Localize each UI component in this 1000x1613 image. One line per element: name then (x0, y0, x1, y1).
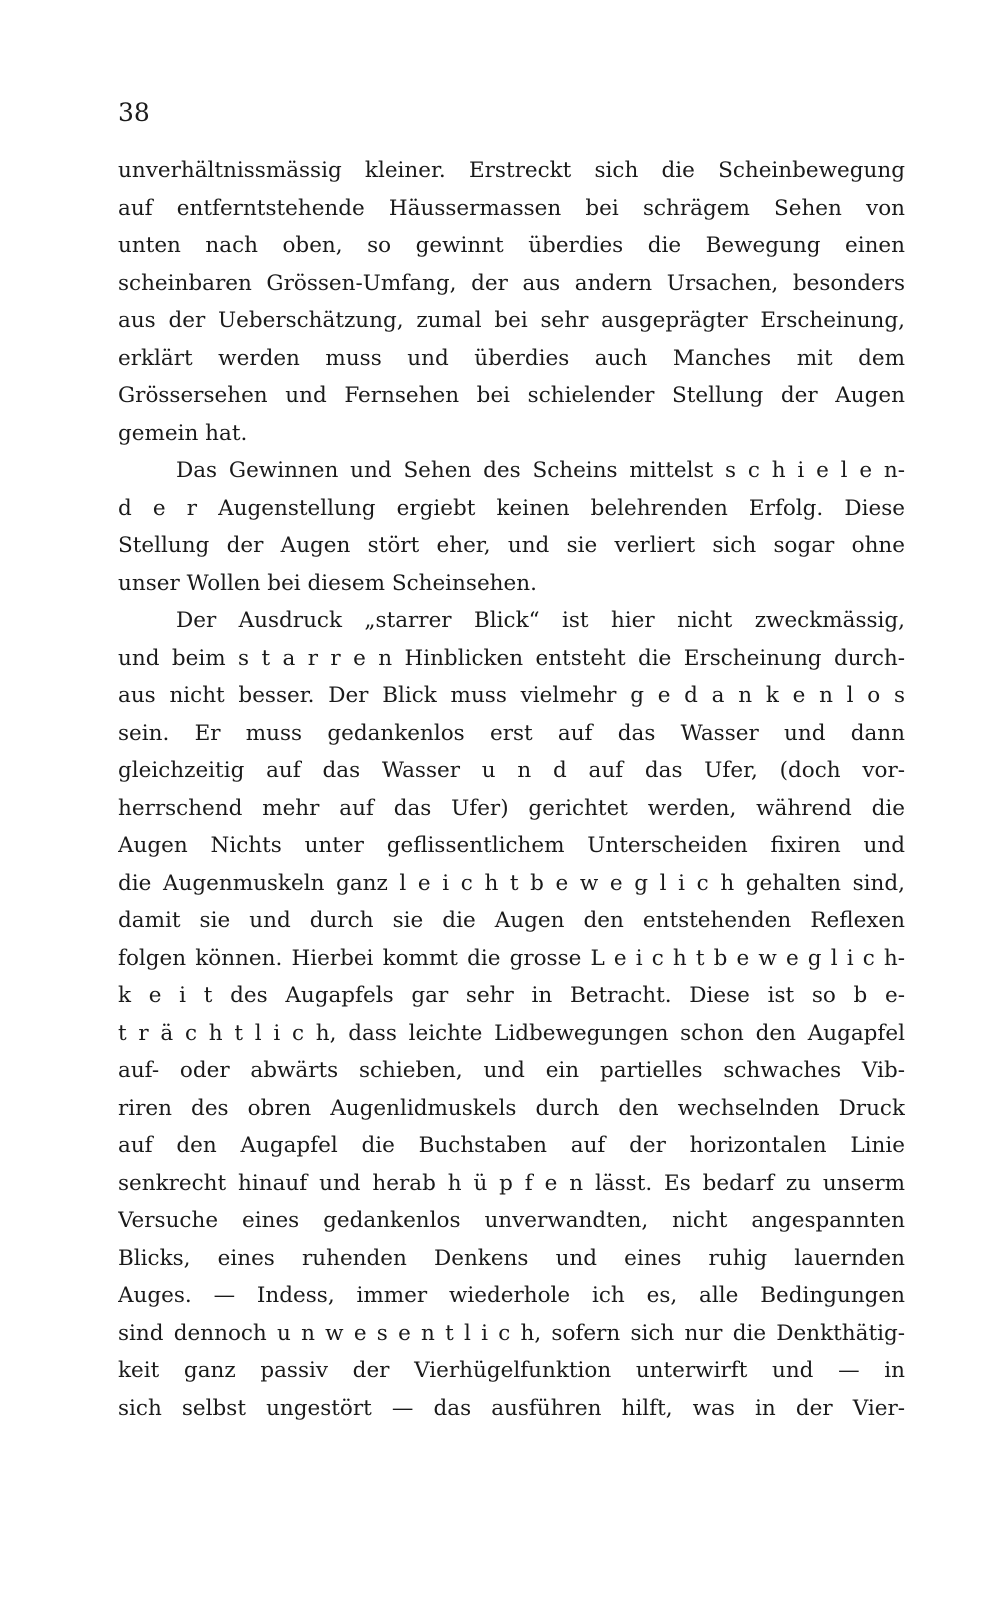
text-line: sind dennoch u n w e s e n t l i c h, sofern sich nur die Denkthätig- (118, 1320, 905, 1346)
text-line: aus nicht besser. Der Blick muss vielmehr g e d a n k e n l o s (118, 683, 905, 708)
text-line: erklärt werden muss und überdies auch Manches mit dem (118, 345, 905, 371)
text-line: keit ganz passiv der Vierhügelfunktion unterwirft und — in (118, 1358, 905, 1383)
text-line: k e i t des Augapfels gar sehr in Betracht. Diese ist so b e- (118, 983, 905, 1008)
text-line: sein. Er muss gedankenlos erst auf das Wasser und dann (118, 720, 905, 746)
text-line: Der Ausdruck „starrer Blick“ ist hier nicht zweckmässig, (176, 608, 905, 633)
text-line: scheinbaren Grössen-Umfang, der aus andern Ursachen, besonders (118, 270, 905, 296)
text-line: sich selbst ungestört — das ausführen hilft, was in der Vier- (118, 1395, 905, 1421)
text-line: Auges. — Indess, immer wiederhole ich es, alle Bedingungen (118, 1283, 905, 1308)
text-line: d e r Augenstellung ergiebt keinen belehrenden Erfolg. Diese (118, 495, 905, 521)
text-line: Grössersehen und Fernsehen bei schielender Stellung der Augen (118, 383, 905, 408)
text-line: Stellung der Augen stört eher, und sie verliert sich sogar ohne (118, 533, 905, 558)
text-line: Versuche eines gedankenlos unverwandten, nicht angespannten (118, 1208, 905, 1233)
text-line: die Augenmuskeln ganz l e i c h t b e w e g l i c h gehalten sind, (118, 870, 905, 896)
body-text (118, 152, 905, 1427)
text-line: gemein hat. (118, 420, 248, 446)
text-line: auf entferntstehende Häussermassen bei schrägem Sehen von (118, 195, 905, 221)
page-number: 38 (118, 98, 150, 127)
text-line: herrschend mehr auf das Ufer) gerichtet werden, während die (118, 795, 905, 821)
text-line: senkrecht hinauf und herab h ü p f e n lässt. Es bedarf zu unserm (118, 1170, 905, 1196)
text-line: und beim s t a r r e n Hinblicken entsteht die Erscheinung durch- (118, 645, 905, 671)
text-line: Blicks, eines ruhenden Denkens und eines ruhig lauernden (118, 1245, 905, 1271)
text-line: Das Gewinnen und Sehen des Scheins mittelst s c h i e l e n- (176, 458, 905, 483)
text-line: unverhältnissmässig kleiner. Erstreckt sich die Scheinbewegung (118, 158, 905, 183)
text-line: Augen Nichts unter geflissentlichem Unterscheiden fixiren und (118, 833, 905, 858)
text-line: damit sie und durch sie die Augen den entstehenden Reflexen (118, 908, 905, 933)
text-line: aus der Ueberschätzung, zumal bei sehr ausgeprägter Erscheinung, (118, 308, 905, 333)
text-line: auf den Augapfel die Buchstaben auf der horizontalen Linie (118, 1133, 905, 1158)
text-line: unser Wollen bei diesem Scheinsehen. (118, 570, 537, 596)
text-line: t r ä c h t l i c h, dass leichte Lidbewegungen schon den Augapfel (118, 1020, 905, 1046)
text-line: auf- oder abwärts schieben, und ein partielles schwaches Vib- (118, 1058, 905, 1083)
text-line: riren des obren Augenlidmuskels durch den wechselnden Druck (118, 1095, 905, 1121)
text-line: gleichzeitig auf das Wasser u n d auf das Ufer, (doch vor- (118, 758, 905, 783)
text-line: unten nach oben, so gewinnt überdies die Bewegung einen (118, 233, 905, 258)
text-line: folgen können. Hierbei kommt die grosse L e i c h t b e w e g l i c h- (118, 945, 905, 971)
